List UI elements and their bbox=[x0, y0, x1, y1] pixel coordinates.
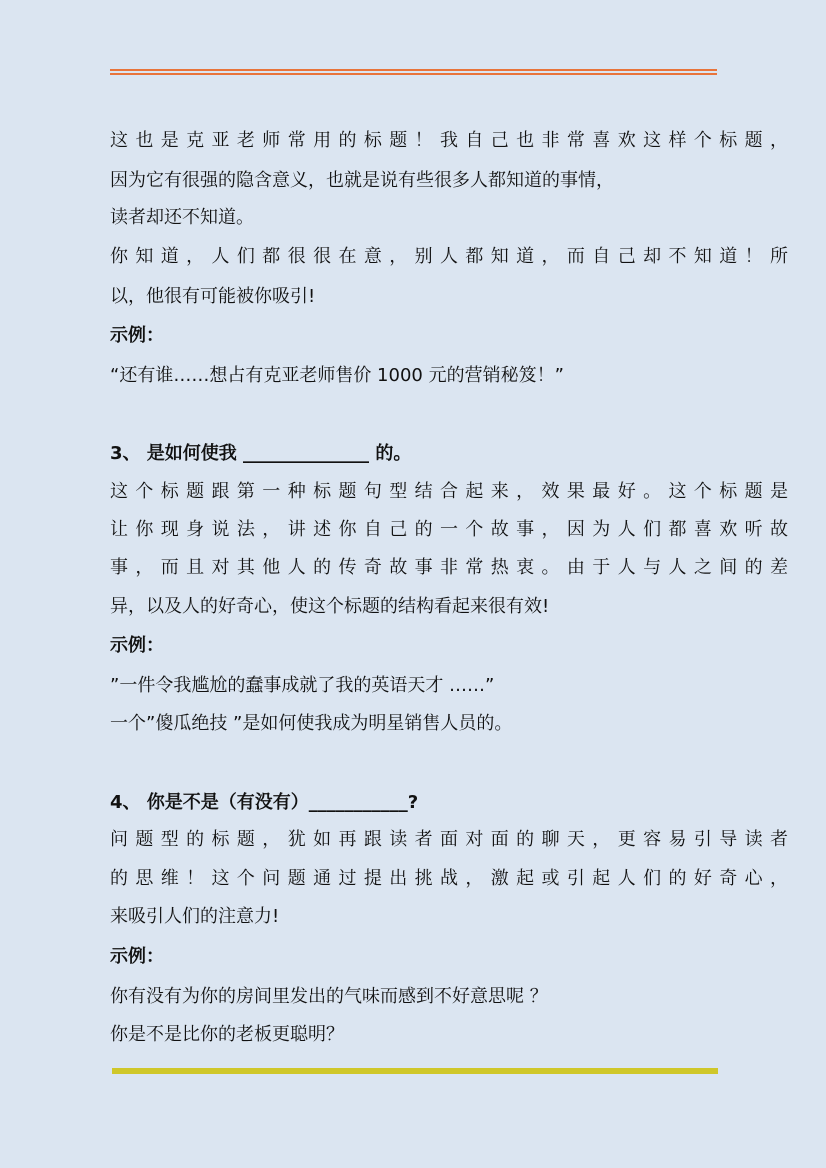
paragraph-line: 事，而且对其他人的传奇故事非常热衷。由于人与人之间的差 bbox=[110, 557, 788, 578]
example-quote: “还有谁……想占有克亚老师售价 1000 元的营销秘笈！” bbox=[110, 365, 564, 386]
bottom-divider bbox=[112, 1068, 718, 1074]
example-quote: ”一件令我尴尬的蠢事成就了我的英语天才 ……” bbox=[110, 675, 495, 696]
example-label: 示例： bbox=[110, 325, 164, 346]
example-label: 示例： bbox=[110, 946, 164, 967]
paragraph-line: 这个标题跟第一种标题句型结合起来，效果最好。这个标题是 bbox=[110, 481, 788, 502]
paragraph-line: 读者却还不知道。 bbox=[110, 207, 254, 228]
paragraph-line: 以，他很有可能被你吸引! bbox=[110, 286, 316, 307]
top-divider-line bbox=[110, 69, 717, 71]
top-divider bbox=[110, 69, 717, 75]
paragraph-line: 来吸引人们的注意力! bbox=[110, 906, 280, 927]
paragraph-line: 问题型的标题，犹如再跟读者面对面的聊天，更容易引导读者 bbox=[110, 829, 788, 850]
paragraph-line: 异，以及人的好奇心，使这个标题的结构看起来很有效! bbox=[110, 596, 550, 617]
paragraph-line: 让你现身说法，讲述你自己的一个故事，因为人们都喜欢听故 bbox=[110, 519, 788, 540]
example-question: 你是不是比你的老板更聪明？ bbox=[110, 1024, 344, 1045]
example-question: 你有没有为你的房间里发出的气味而感到不好意思呢 ？ bbox=[110, 986, 548, 1007]
section-heading: 3、 是如何使我 ______________ 的。 bbox=[110, 443, 412, 464]
example-quote: 一个”傻瓜绝技 ”是如何使我成为明星销售人员的。 bbox=[110, 713, 513, 734]
paragraph-line: 你知道，人们都很很在意，别人都知道，而自己却不知道！所 bbox=[110, 246, 788, 267]
top-divider-line bbox=[110, 73, 717, 75]
paragraph-line: 因为它有很强的隐含意义，也就是说有些很多人都知道的事情， bbox=[110, 170, 614, 191]
example-label: 示例： bbox=[110, 635, 164, 656]
paragraph-line: 的思维！这个问题通过提出挑战，激起或引起人们的好奇心， bbox=[110, 868, 788, 889]
paragraph-line: 这也是克亚老师常用的标题！我自己也非常喜欢这样个标题， bbox=[110, 130, 788, 151]
section-heading: 4、 你是不是（有没有）___________? bbox=[110, 792, 419, 813]
